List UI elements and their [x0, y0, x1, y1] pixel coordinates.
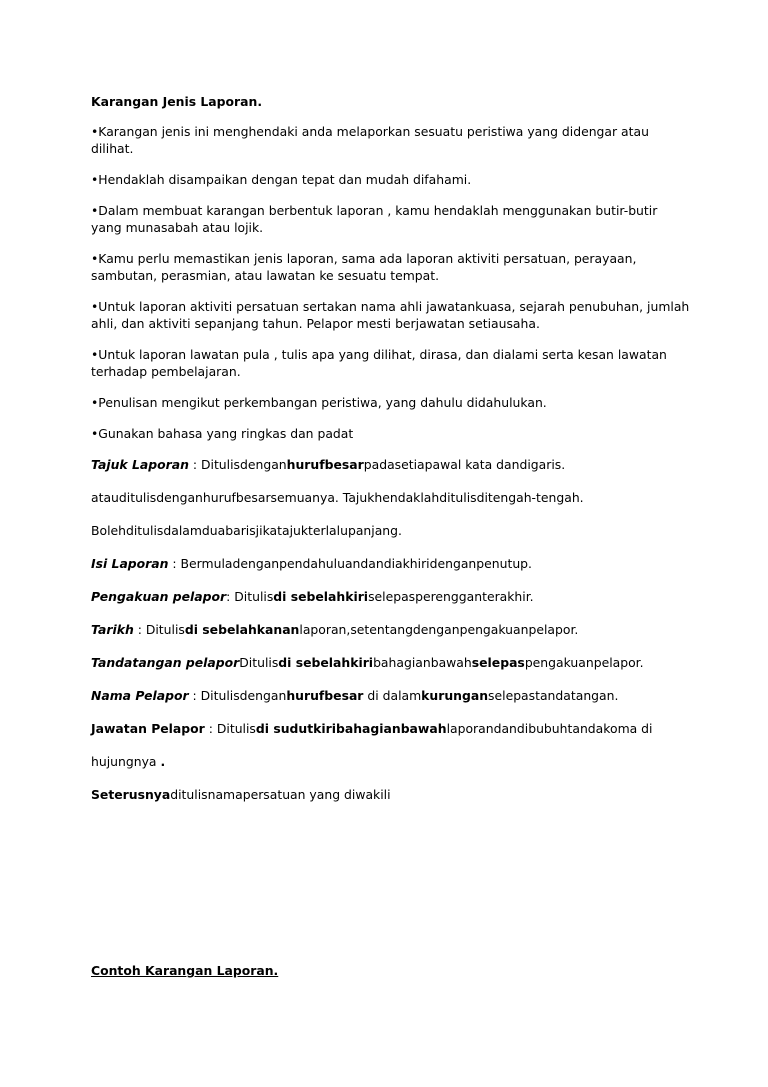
- bullet-item: •Untuk laporan aktiviti persatuan sertakan nama ahli jawatankuasa, sejarah penubuhan, jumlah ahli, dan aktiviti sepanjang tahun. Pelapor mesti berjawatan setiausaha.: [91, 299, 690, 331]
- tarikh-line: [91, 621, 691, 638]
- tarikh-label: Tarikh: [91, 622, 134, 637]
- bullet-item: •Gunakan bahasa yang ringkas dan padat: [91, 426, 354, 441]
- jawatan-pelapor-line: [91, 720, 691, 737]
- pengakuan-text-2: selepasperengganterakhir.: [368, 589, 534, 604]
- bullet-item: •Hendaklah disampaikan dengan tepat dan mudah difahami.: [91, 172, 472, 187]
- pengakuan-text-1: : Ditulis: [226, 589, 274, 604]
- tandatangan-text-1: Ditulis: [239, 655, 279, 670]
- nama-bold-2: kurungan: [421, 688, 489, 703]
- contoh-heading: Contoh Karangan Laporan.: [91, 963, 279, 978]
- nama-pelapor-line: [91, 687, 691, 704]
- tandatangan-text-2: bahagianbawah: [373, 655, 472, 670]
- document-title: Karangan Jenis Laporan.: [91, 94, 263, 109]
- document-body: [91, 93, 691, 819]
- nama-text-1: : Ditulisdengan: [188, 688, 287, 703]
- tajuk-laporan-line: [91, 456, 691, 473]
- tajuk-label: Tajuk Laporan: [91, 457, 189, 472]
- tarikh-text-2: laporan,setentangdenganpengakuanpelapor.: [299, 622, 579, 637]
- tajuk-bold-1: hurufbesar: [286, 457, 364, 472]
- jawatan-text-1: : Ditulis: [204, 721, 256, 736]
- jawatan-text-3: hujungnya: [91, 754, 161, 769]
- seterusnya-line: [91, 786, 691, 803]
- tandatangan-label: Tandatangan pelapor: [91, 655, 240, 670]
- tandatangan-bold-2: selepas: [471, 655, 525, 670]
- bullet-item: •Karangan jenis ini menghendaki anda melaporkan sesuatu peristiwa yang didengar atau dilihat.: [91, 124, 649, 156]
- bullet-item: •Kamu perlu memastikan jenis laporan, sama ada laporan aktiviti persatuan, perayaan, sambutan, perasmian, atau lawatan ke sesuatu tempat.: [91, 251, 637, 283]
- jawatan-bold-1: di sudutkiribahagianbawah: [255, 721, 447, 736]
- tandatangan-line: [91, 654, 691, 671]
- pengakuan-line: [91, 588, 691, 605]
- tajuk-text-2: padasetiapawal kata dandigaris.: [363, 457, 566, 472]
- seterusnya-bold: Seterusnya: [91, 787, 171, 802]
- jawatan-text-2: laporandandibubuhtandakoma di: [446, 721, 653, 736]
- nama-label: Nama Pelapor: [91, 688, 189, 703]
- nama-text-3: selepastandatangan.: [488, 688, 619, 703]
- isi-laporan-line: [91, 555, 691, 572]
- tajuk-line-3: Bolehditulisdalamduabarisjikatajukterlalupanjang.: [91, 523, 402, 538]
- isi-label: Isi Laporan: [91, 556, 169, 571]
- jawatan-line-2: [91, 753, 691, 770]
- tajuk-line-2: atauditulisdenganhurufbesarsemuanya. Tajukhendaklahditulisditengah-tengah.: [91, 490, 584, 505]
- jawatan-label: Jawatan Pelapor: [91, 721, 205, 736]
- tarikh-bold-1: di sebelahkanan: [184, 622, 300, 637]
- nama-bold-1: hurufbesar: [286, 688, 364, 703]
- pengakuan-label: Pengakuan pelapor: [91, 589, 227, 604]
- seterusnya-text: ditulisnamapersatuan yang diwakili: [170, 787, 391, 802]
- tarikh-text-1: : Ditulis: [133, 622, 185, 637]
- bullet-item: •Penulisan mengikut perkembangan peristiwa, yang dahulu didahulukan.: [91, 395, 547, 410]
- bullet-item: •Untuk laporan lawatan pula , tulis apa yang dilihat, dirasa, dan dialami serta kesan lawatan terhadap pembelajaran.: [91, 347, 667, 379]
- tandatangan-text-3: pengakuanpelapor.: [524, 655, 644, 670]
- pengakuan-bold-1: di sebelahkiri: [273, 589, 369, 604]
- nama-text-2: di dalam: [363, 688, 422, 703]
- jawatan-bold-2: .: [160, 754, 166, 769]
- bullet-item: •Dalam membuat karangan berbentuk laporan , kamu hendaklah menggunakan butir-butir yang munasabah atau lojik.: [91, 203, 658, 235]
- tajuk-text-1: : Ditulisdengan: [188, 457, 287, 472]
- isi-text-1: : Bermuladenganpendahuluandandiakhiridenganpenutup.: [168, 556, 532, 571]
- tandatangan-bold-1: di sebelahkiri: [278, 655, 374, 670]
